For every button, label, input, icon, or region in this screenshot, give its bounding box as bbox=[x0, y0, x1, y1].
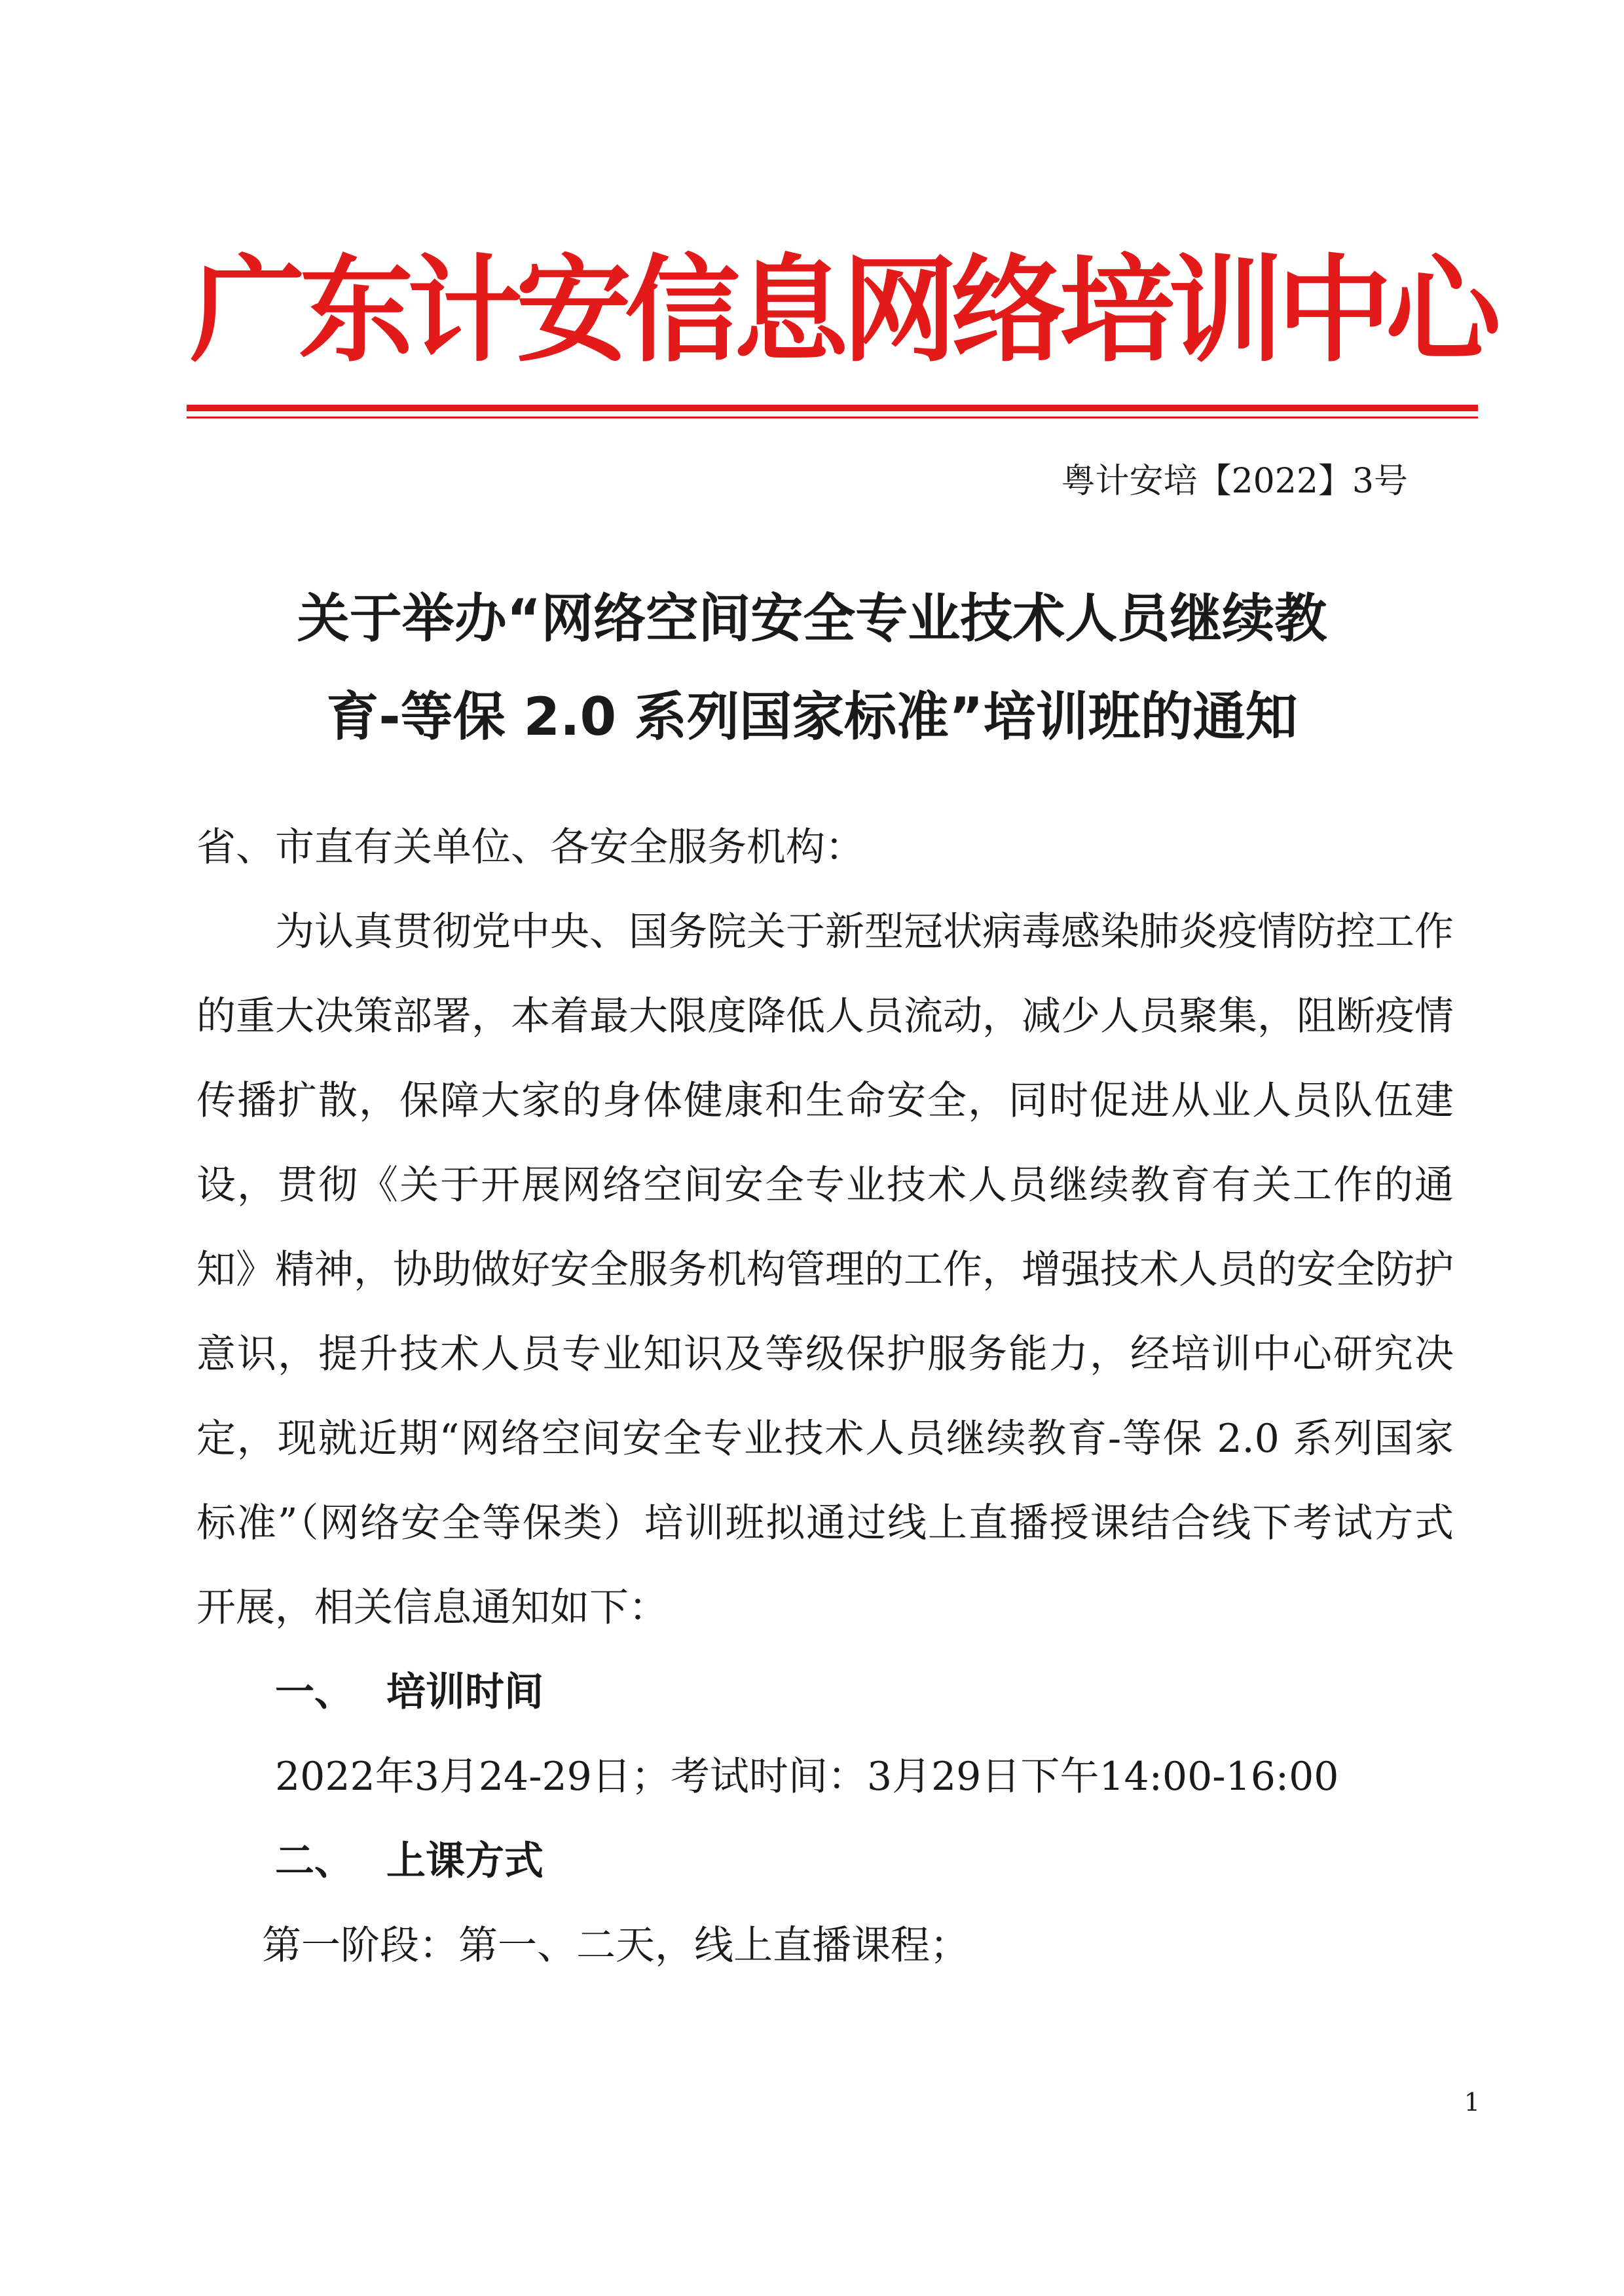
page-number: 1 bbox=[1464, 2088, 1480, 2117]
letterhead-rule-thick bbox=[187, 405, 1478, 411]
section-heading-class-format bbox=[196, 1819, 1454, 1904]
document-number: 粤计安培【2022】3号 bbox=[1061, 462, 1408, 501]
section-title: 上课方式 bbox=[386, 1838, 544, 1884]
section-heading-training-time bbox=[196, 1650, 1454, 1735]
intro-paragraph: 为认真贯彻党中央、国务院关于新型冠状病毒感染肺炎疫情防控工作的重大决策部署，本着最大限度降低人员流动，减少人员聚集，阻断疫情传播扩散，保障大家的身体健康和生命安全，同时促进从业人员队伍建设，贯彻《关于开展网络空间安全专业技术人员继续教育有关工作的通知》精神，协助做好安全服务机构管理的工作，增强技术人员的安全防护意识，提升技术人员专业知识及等级保护服务能力，经培训中心研究决定，现就近期“网络空间安全专业技术人员继续教育-等保 2.0 系列国家标准”（网络安全等保类）培训班拟通过线上直播授课结合线下考试方式开展，相关信息通知如下： bbox=[196, 909, 1454, 1631]
section-number: 一、 bbox=[275, 1669, 354, 1715]
training-time-content: 2022年3月24-29日；考试时间：3月29日下午14:00-16:00 bbox=[275, 1754, 1339, 1800]
document-title-line-2: 育-等保 2.0 系列国家标准”培训班的通知 bbox=[326, 686, 1298, 747]
letterhead-organization: 广东计安信息网络培训中心 bbox=[190, 244, 1495, 378]
section-number: 二、 bbox=[275, 1838, 354, 1884]
document-title-line-1: 关于举办“网络空间安全专业技术人员继续教 bbox=[297, 588, 1327, 649]
document-title bbox=[183, 570, 1441, 766]
section-title: 培训时间 bbox=[386, 1669, 544, 1715]
document-body bbox=[196, 805, 1454, 1988]
salutation: 省、市直有关单位、各安全服务机构： bbox=[196, 824, 864, 870]
letterhead-rule-thin bbox=[187, 417, 1478, 418]
class-format-content: 第一阶段：第一、二天，线上直播课程； bbox=[262, 1923, 969, 1969]
